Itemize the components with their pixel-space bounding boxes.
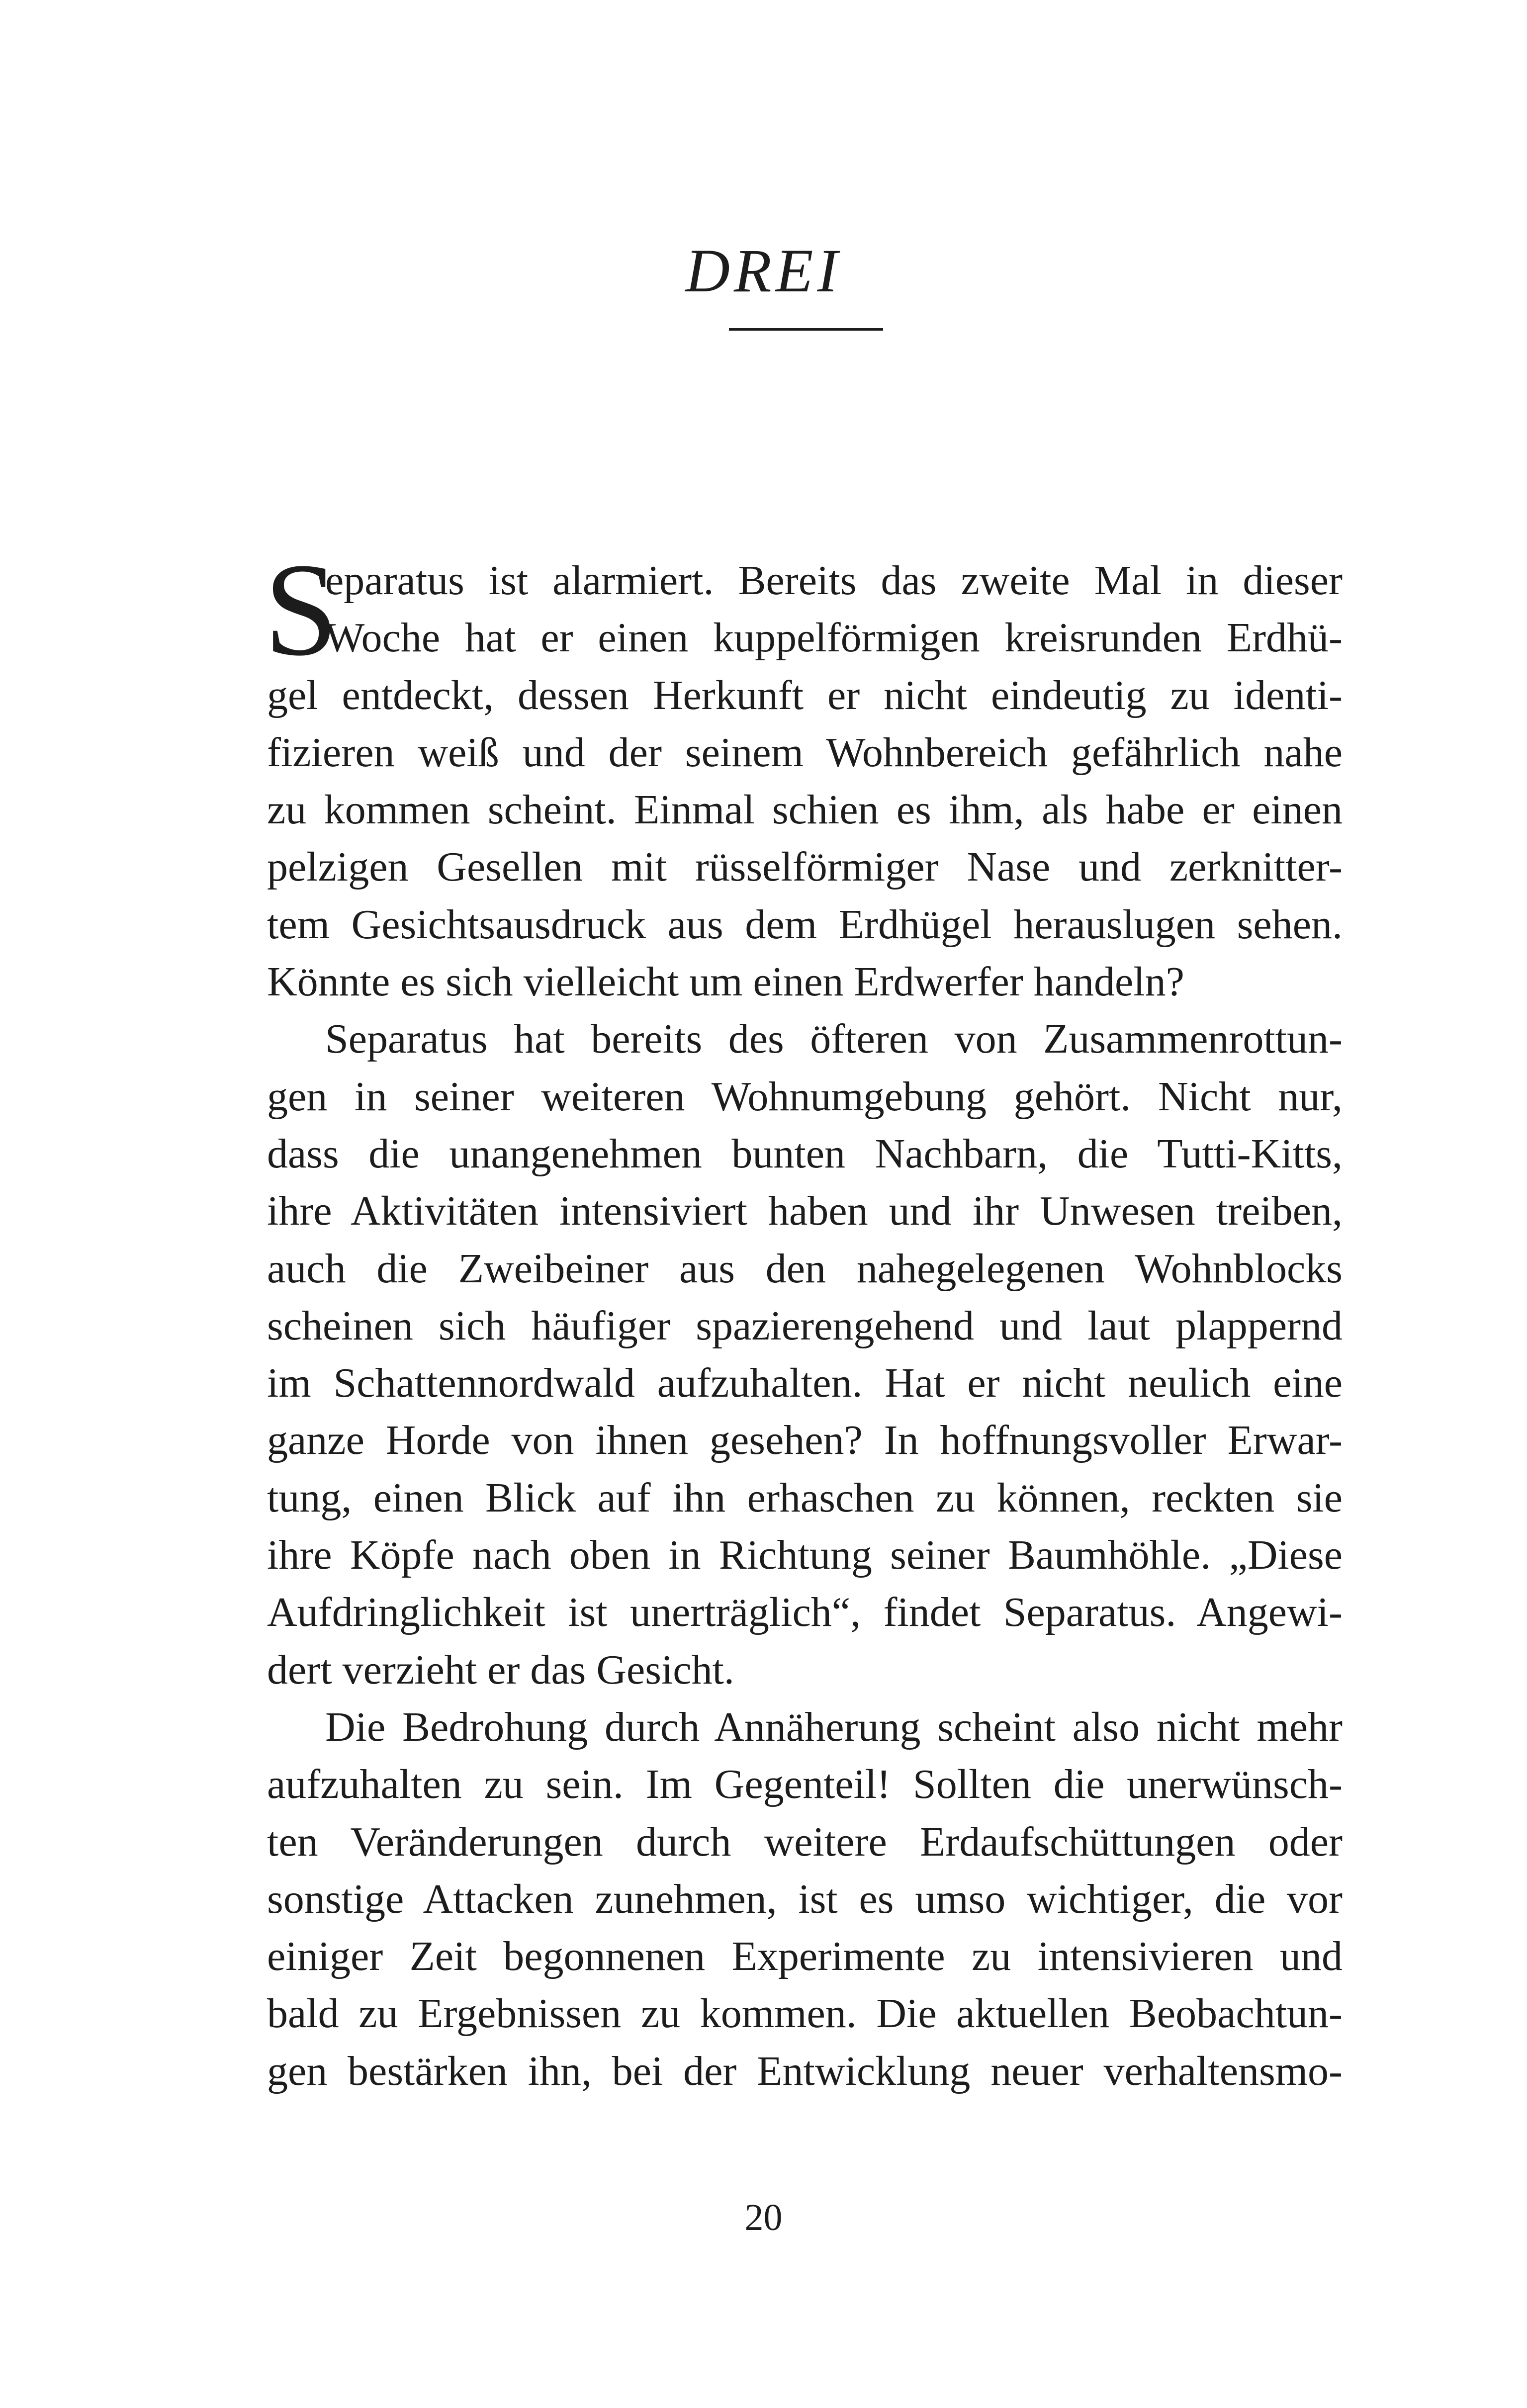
text-line: fizieren weiß und der seinem Wohnbereich gefährlich nahe (267, 729, 1343, 776)
text-line: Könnte es sich vielleicht um einen Erdwerfer handeln? (267, 959, 1184, 1005)
text-line: tem Gesichtsausdruck aus dem Erdhügel herauslugen sehen. (267, 901, 1343, 948)
body-text (264, 535, 1343, 2100)
text-line: ganze Horde von ihnen gesehen? In hoffnungsvoller Erwar- (267, 1417, 1343, 1464)
text-line: im Schattennordwald aufzuhalten. Hat er nicht neulich eine (267, 1360, 1343, 1407)
text-line: Woche hat er einen kuppelförmigen kreisrunden Erdhü- (325, 615, 1343, 661)
text-line: gen bestärken ihn, bei der Entwicklung neuer verhaltensmo- (267, 2048, 1343, 2094)
text-line: tung, einen Blick auf ihn erhaschen zu können, reckten sie (267, 1474, 1343, 1521)
text-line: ten Veränderungen durch weitere Erdaufschüttungen oder (267, 1818, 1343, 1865)
text-line: einiger Zeit begonnenen Experimente zu intensivieren und (267, 1933, 1343, 1980)
text-line: ihre Aktivitäten intensiviert haben und ihr Unwesen treiben, (267, 1188, 1343, 1235)
text-line: scheinen sich häufiger spazierengehend und laut plappernd (267, 1302, 1343, 1349)
text-line: gel entdeckt, dessen Herkunft er nicht eindeutig zu identi- (267, 672, 1343, 718)
text-line: ihre Köpfe nach oben in Richtung seiner Baumhöhle. „Diese (267, 1532, 1343, 1579)
text-line: Die Bedrohung durch Annäherung scheint also nicht mehr (325, 1703, 1343, 1750)
drop-cap: S (264, 535, 339, 683)
text-line: aufzuhalten zu sein. Im Gegenteil! Sollten die unerwünsch- (267, 1761, 1343, 1808)
text-line: dass die unangenehmen bunten Nachbarn, die Tutti-Kitts, (267, 1130, 1343, 1177)
text-line: bald zu Ergebnissen zu kommen. Die aktuellen Beobachtun- (267, 1990, 1343, 2037)
text-line: dert verzieht er das Gesicht. (267, 1646, 734, 1693)
text-line: pelzigen Gesellen mit rüsselförmiger Nase und zerknitter- (267, 844, 1343, 891)
text-line: Separatus hat bereits des öfteren von Zusammenrottun- (325, 1016, 1343, 1063)
text-line: zu kommen scheint. Einmal schien es ihm, als habe er einen (267, 787, 1343, 833)
text-line: Aufdringlichkeit ist unerträglich“, findet Separatus. Angewi- (267, 1589, 1343, 1636)
text-line: sonstige Attacken zunehmen, ist es umso wichtiger, die vor (267, 1875, 1343, 1922)
title-underline (729, 328, 883, 331)
text-line: auch die Zweibeiner aus den nahegelegenen Wohnblocks (267, 1245, 1343, 1292)
text-line: gen in seiner weiteren Wohnumgebung gehört. Nicht nur, (267, 1073, 1343, 1120)
text-line: eparatus ist alarmiert. Bereits das zweite Mal in dieser (325, 557, 1343, 604)
page-number: 20 (744, 2197, 783, 2238)
chapter-title: DREI (685, 237, 842, 305)
